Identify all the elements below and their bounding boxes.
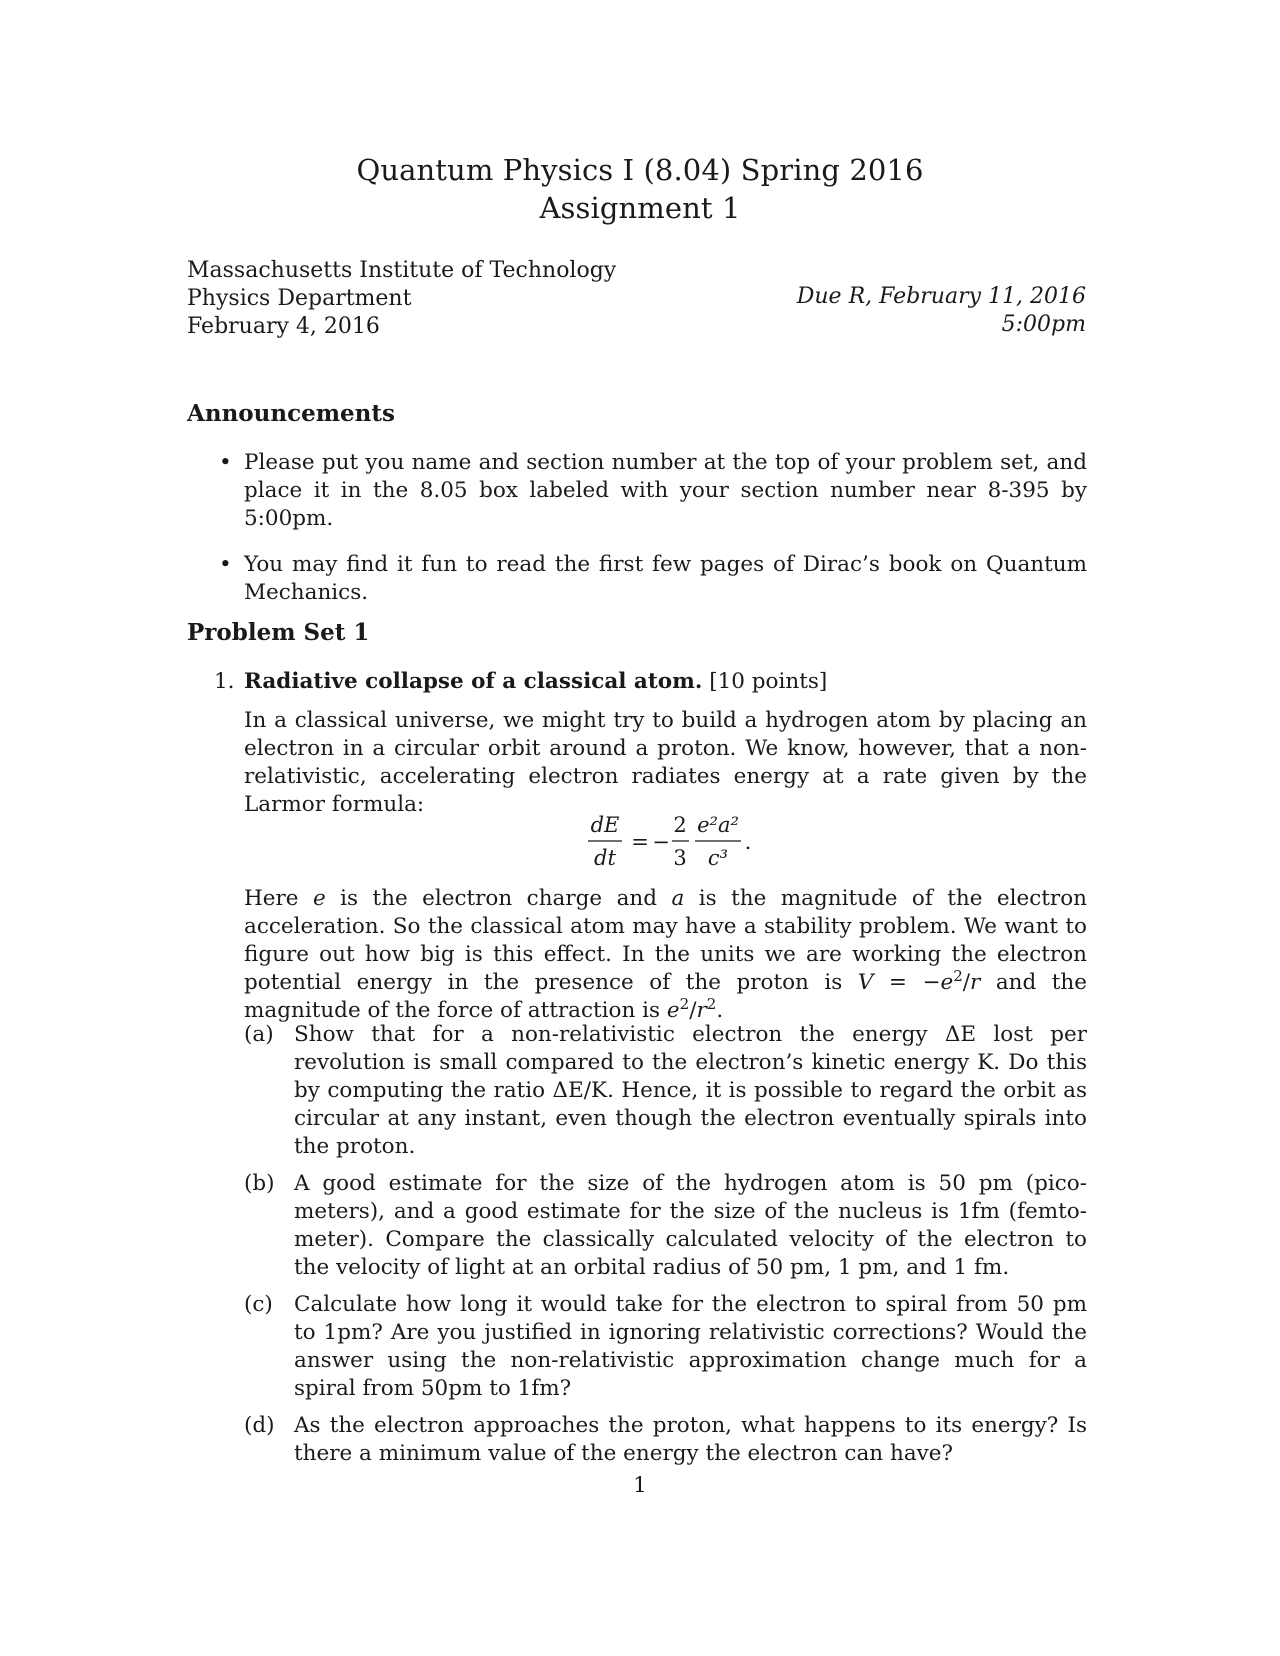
page-number: 1 xyxy=(633,1473,647,1498)
problem-number: 1. xyxy=(214,669,235,694)
document-subtitle: Assignment 1 xyxy=(539,191,741,225)
problem-part xyxy=(244,1291,1087,1403)
header-right-block xyxy=(797,283,1086,339)
eq-coef-denominator: 3 xyxy=(673,846,687,870)
bullet-icon: • xyxy=(219,552,232,577)
eq-minus: − xyxy=(652,830,670,854)
part-label: (b) xyxy=(244,1171,275,1196)
problem-parts xyxy=(244,1021,1087,1468)
list-item xyxy=(214,551,1087,607)
header-left-block xyxy=(187,257,616,341)
eq-lhs-denominator: dt xyxy=(594,846,616,870)
due-time: 5:00pm xyxy=(1001,312,1086,337)
part-text: Calculate how long it would take for the electron to spiral from 50 pm to 1pm? Are you justified in ignoring relativistic corrections? Would the answer using the non-relativistic approximation change much for a spiral from 50pm to 1fm? xyxy=(294,1292,1087,1401)
eq-period: . xyxy=(744,830,752,854)
part-label: (d) xyxy=(244,1413,275,1438)
part-label: (c) xyxy=(244,1292,273,1317)
part-text: Show that for a non-relativistic electron the energy ΔE lost per revolution is small compared to the electron’s kinetic energy K. Do this by computing the ratio ΔE/K. Hence, it is possible to regard the orbit as circular at any instant, even though the electron eventually spirals into the proton. xyxy=(294,1022,1087,1159)
eq-coef-numerator: 2 xyxy=(673,813,687,837)
problem-part xyxy=(244,1021,1087,1161)
problem-title: Radiative collapse of a classical atom. xyxy=(244,669,703,694)
problem-set-heading: Problem Set 1 xyxy=(187,619,370,646)
list-item xyxy=(214,449,1087,533)
part-label: (a) xyxy=(244,1022,274,1047)
document-title: Quantum Physics I (8.04) Spring 2016 xyxy=(356,153,924,187)
larmor-equation xyxy=(0,808,1280,882)
institution: Massachusetts Institute of Technology xyxy=(187,258,617,283)
due-date: Due R, February 11, 2016 xyxy=(796,284,1086,309)
eq-equals: = xyxy=(631,830,649,854)
announcement-text: Please put you name and section number at the top of your problem set, and place it in the 8.05 box labeled with your section number near 8-395 by 5:00pm. xyxy=(244,450,1087,531)
announcements-heading: Announcements xyxy=(187,400,395,427)
eq-rhs-denominator: c³ xyxy=(707,846,729,870)
eq-lhs-numerator: dE xyxy=(590,813,620,837)
part-text: As the electron approaches the proton, what happens to its energy? Is there a minimum value of the energy the electron can have? xyxy=(294,1413,1087,1466)
problem-points: [10 points] xyxy=(709,669,828,694)
bullet-icon: • xyxy=(219,450,232,475)
announcement-text: You may find it fun to read the first few pages of Dirac’s book on Quantum Mechanics. xyxy=(244,552,1087,605)
problem-part xyxy=(244,1170,1087,1282)
eq-rhs-numerator: e²a² xyxy=(697,813,739,837)
issue-date: February 4, 2016 xyxy=(187,314,380,339)
problem-1-header xyxy=(214,668,1087,696)
announcements-list xyxy=(214,449,1087,607)
problem-part xyxy=(244,1412,1087,1468)
problem-intro: In a classical universe, we might try to build a hydrogen atom by placing an electron in a circular orbit around a proton. We know, however, that a non-relativistic, accelerating electron radiates energy at a rate given by the Larmor formula: xyxy=(244,708,1087,817)
problem-context: Here e is the electron charge and a is the magnitude of the electron acceleration. So the classical atom may have a stability problem. We want to figure out how big is this effect. In the units we are working the electron potential energy in the presence of the proton is $V = -e^2/r$ and the magnitude of the force of attraction is $e^2/r^2$. xyxy=(244,886,1088,1023)
part-text: A good estimate for the size of the hydrogen atom is 50 pm (pico-meters), and a good estimate for the size of the nucleus is 1fm (femto-meter). Compare the classically calculated velocity of the electron to the velocity of light at an orbital radius of 50 pm, 1 pm, and 1 fm. xyxy=(294,1171,1087,1280)
department: Physics Department xyxy=(187,286,412,311)
